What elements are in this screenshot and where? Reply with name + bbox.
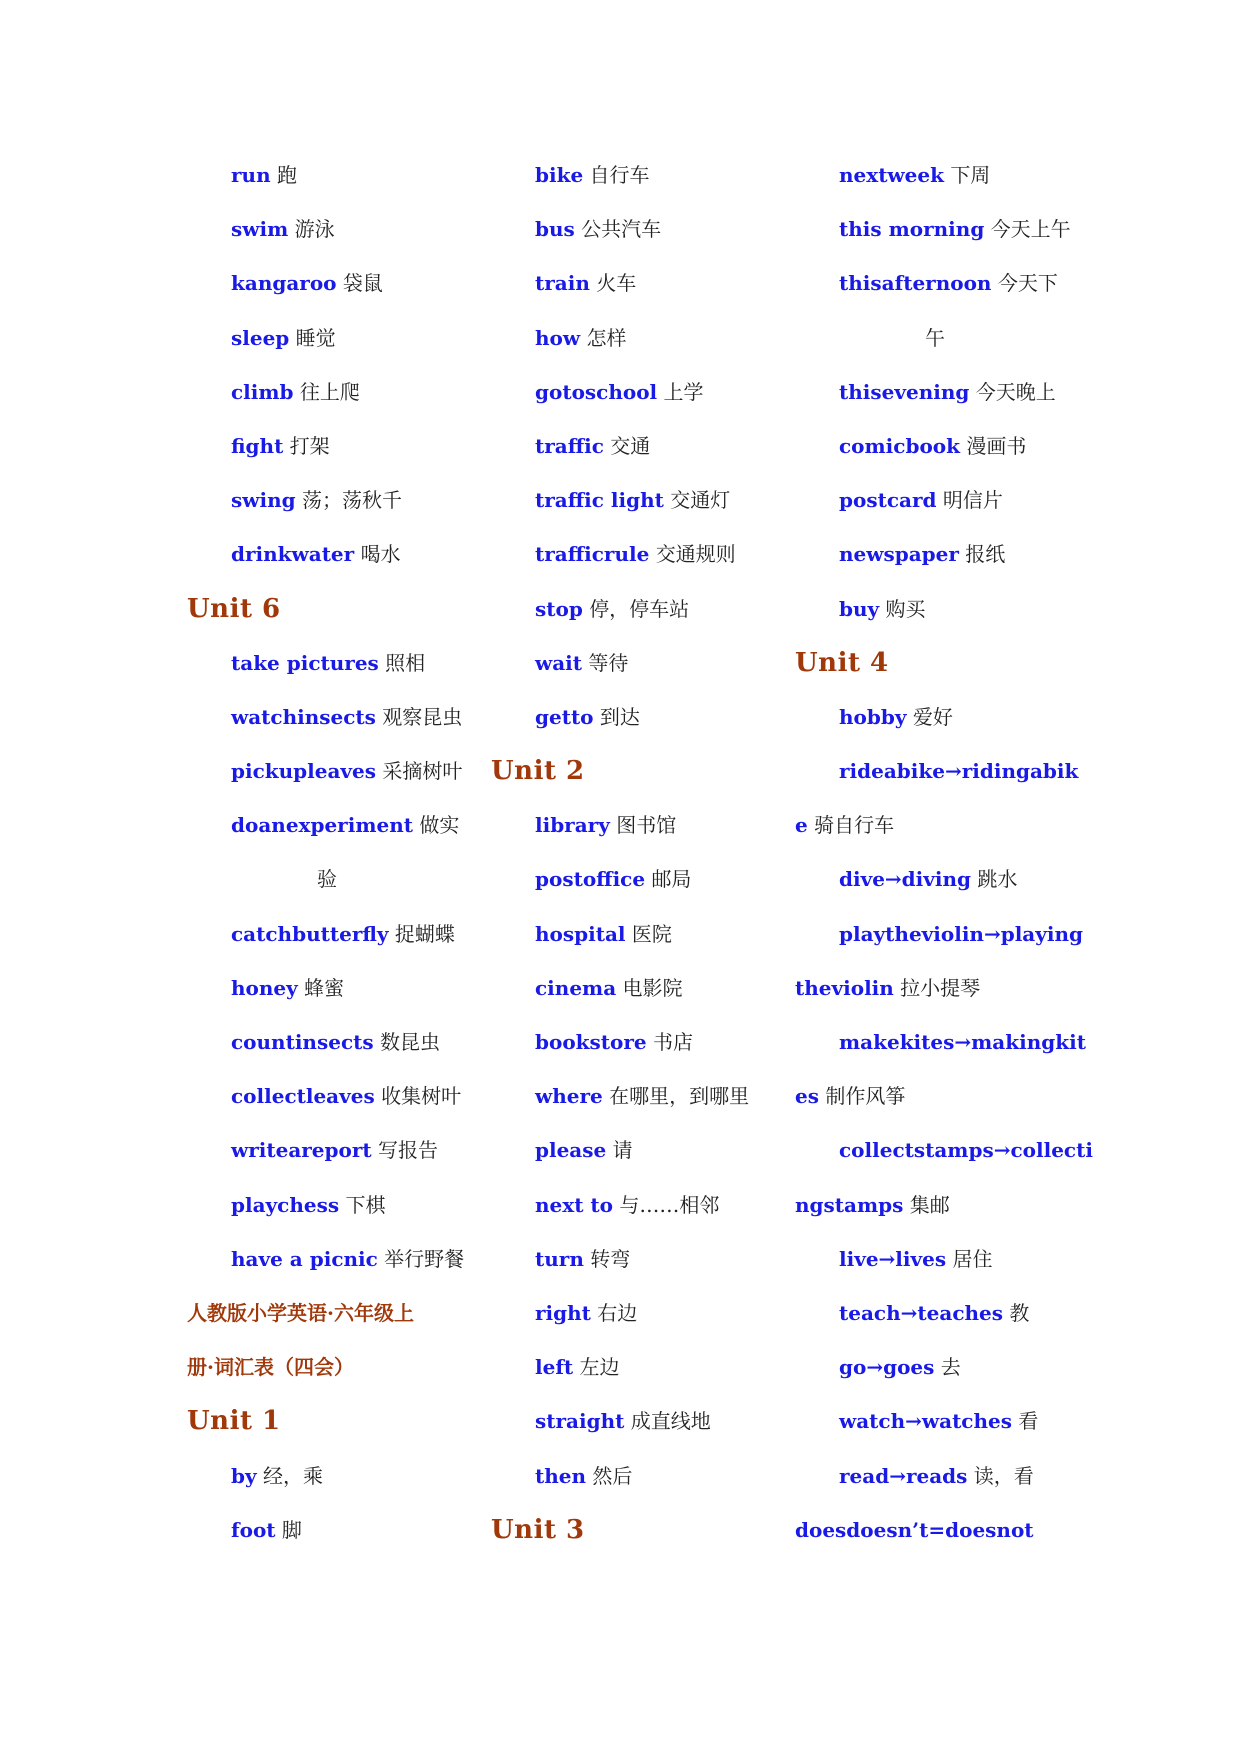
section-title: 册·词汇表（四会） [187, 1355, 354, 1380]
chinese-meaning: 交通灯 [670, 488, 731, 513]
chinese-meaning: 数昆虫 [380, 1030, 440, 1054]
english-word: ngstamps [795, 1192, 904, 1217]
chinese-meaning: 骑自行车 [814, 813, 895, 838]
vocab-entry [795, 431, 1095, 485]
vocab-entry-continuation [795, 1081, 1095, 1135]
english-word: library [535, 813, 610, 838]
english-word: watchinsects [231, 704, 376, 729]
english-word: es [795, 1084, 819, 1109]
unit-title: Unit 4 [795, 647, 889, 678]
vocab-entry [795, 1135, 1095, 1189]
english-word: run [231, 163, 271, 187]
chinese-meaning-continuation [795, 323, 1095, 377]
chinese-meaning: 下周 [950, 163, 991, 187]
vocab-entry [795, 377, 1095, 431]
chinese-meaning: 自行车 [589, 163, 650, 187]
english-word: bike [535, 163, 584, 187]
chinese-meaning: 成直线地 [630, 1409, 711, 1434]
english-word: read→reads [839, 1463, 968, 1488]
vocab-entry [187, 160, 487, 214]
vocab-entry [795, 268, 1095, 322]
chinese-meaning: 等待 [588, 650, 629, 675]
english-word: e [795, 813, 808, 838]
vocab-entry [491, 1190, 791, 1244]
vocab-entry [187, 323, 487, 377]
vocab-entry [491, 160, 791, 214]
english-word: turn [535, 1246, 584, 1271]
english-word: straight [535, 1409, 625, 1434]
chinese-meaning: 下棋 [345, 1192, 386, 1217]
chinese-meaning: 今天晚上 [975, 379, 1056, 404]
english-word: newspaper [839, 542, 959, 567]
chinese-meaning: 脚 [281, 1517, 302, 1542]
vocab-entry [187, 539, 487, 593]
vocab-entry [795, 485, 1095, 539]
vocab-entry-continuation [795, 810, 1095, 864]
chinese-meaning: 公共汽车 [581, 217, 662, 242]
chinese-meaning: 交通 [610, 433, 651, 458]
chinese-meaning: 购买 [885, 596, 926, 621]
chinese-meaning: 到达 [599, 704, 640, 729]
vocab-entry [795, 214, 1095, 268]
english-word: foot [231, 1517, 276, 1542]
vocab-entry [491, 810, 791, 864]
chinese-meaning: 转弯 [590, 1246, 631, 1271]
chinese-meaning: 怎样 [586, 325, 627, 350]
chinese-meaning: 观察昆虫 [382, 704, 463, 729]
chinese-meaning: 在哪里，到哪里 [609, 1084, 750, 1109]
vocab-entry [187, 1190, 487, 1244]
chinese-meaning: 打架 [289, 433, 330, 458]
chinese-meaning-continuation [187, 864, 487, 918]
english-word: wait [535, 650, 583, 675]
vocab-entry [187, 1461, 487, 1515]
unit-heading [187, 594, 487, 648]
vocab-entry-continuation [795, 973, 1095, 1027]
unit-heading [491, 1515, 791, 1569]
english-word: next to [535, 1192, 613, 1217]
vocab-entry [795, 864, 1095, 918]
english-word: hobby [839, 704, 907, 729]
english-word: where [535, 1084, 603, 1109]
vocab-entry [491, 1406, 791, 1460]
chinese-meaning: 游泳 [294, 217, 335, 242]
chinese-meaning: 图书馆 [616, 813, 677, 838]
unit-heading [795, 648, 1095, 702]
vocab-entry [491, 648, 791, 702]
chinese-meaning: 写报告 [378, 1138, 438, 1163]
chinese-meaning: 读，看 [973, 1463, 1034, 1488]
unit-heading [491, 756, 791, 810]
vocab-entry [795, 1352, 1095, 1406]
vocab-entry [187, 973, 487, 1027]
vocab-entry [795, 594, 1095, 648]
vocab-entry [491, 973, 791, 1027]
english-word: trafficrule [535, 542, 650, 567]
chinese-meaning: 跳水 [977, 867, 1018, 892]
english-word: please [535, 1138, 607, 1163]
vocab-entry [187, 1244, 487, 1298]
unit-heading [187, 1406, 487, 1460]
english-word: collectstamps→collecti [839, 1138, 1093, 1163]
chinese-meaning: 午 [925, 325, 945, 350]
chinese-meaning: 右边 [597, 1300, 638, 1325]
vocab-entry [491, 864, 791, 918]
english-word: climb [231, 379, 294, 404]
english-word: thisafternoon [839, 271, 992, 296]
vocab-entry [491, 1298, 791, 1352]
english-word: rideabike→ridingabik [839, 759, 1079, 784]
chinese-meaning: 荡；荡秋千 [301, 488, 402, 513]
vocab-entry [491, 594, 791, 648]
chinese-meaning: 采摘树叶 [382, 759, 463, 784]
chinese-meaning: 袋鼠 [342, 271, 383, 296]
chinese-meaning: 举行野餐 [384, 1246, 465, 1271]
vocab-entry [491, 919, 791, 973]
chinese-meaning: 照相 [385, 650, 426, 675]
english-word: catchbutterfly [231, 921, 389, 946]
chinese-meaning: 与……相邻 [619, 1192, 720, 1217]
vocab-entry [187, 377, 487, 431]
english-word: doesdoesn’t=doesnot [795, 1517, 1034, 1542]
vocab-entry [187, 1081, 487, 1135]
english-word: doanexperiment [231, 813, 413, 838]
vocab-entry [491, 702, 791, 756]
english-word: sleep [231, 325, 290, 350]
english-word: makekites→makingkit [839, 1030, 1086, 1054]
chinese-meaning: 交通规则 [655, 542, 736, 567]
vocab-entry [187, 1135, 487, 1189]
english-word: take pictures [231, 650, 379, 675]
english-word: right [535, 1300, 591, 1325]
chinese-meaning: 居住 [952, 1246, 993, 1271]
english-word: swing [231, 488, 296, 513]
english-word: collectleaves [231, 1084, 375, 1109]
chinese-meaning: 火车 [596, 271, 637, 296]
vocab-entry [795, 1461, 1095, 1515]
english-word: playtheviolin→playing [839, 921, 1084, 946]
section-heading [187, 1298, 487, 1352]
english-word: dive→diving [839, 867, 972, 892]
chinese-meaning: 漫画书 [966, 433, 1027, 458]
chinese-meaning: 书店 [652, 1030, 693, 1054]
english-word: comicbook [839, 433, 960, 458]
chinese-meaning: 今天下 [997, 271, 1058, 296]
english-word: postoffice [535, 867, 646, 892]
vocab-entry [491, 1135, 791, 1189]
unit-title: Unit 3 [491, 1514, 585, 1545]
vocab-entry [491, 323, 791, 377]
chinese-meaning: 睡觉 [295, 325, 336, 350]
vocab-entry [795, 539, 1095, 593]
section-title: 人教版小学英语·六年级上 [187, 1300, 414, 1325]
chinese-meaning: 邮局 [651, 867, 692, 892]
english-word: kangaroo [231, 271, 337, 296]
english-word: this morning [839, 217, 985, 242]
chinese-meaning: 收集树叶 [381, 1084, 462, 1109]
english-word: countinsects [231, 1030, 374, 1054]
chinese-meaning: 制作风筝 [825, 1084, 906, 1109]
english-word: how [535, 325, 581, 350]
vocab-entry [795, 1027, 1095, 1081]
vocab-entry [795, 160, 1095, 214]
english-word: cinema [535, 975, 617, 1000]
section-heading [187, 1352, 487, 1406]
chinese-meaning: 上学 [663, 379, 704, 404]
vocab-entry [187, 214, 487, 268]
english-word: writeareport [231, 1138, 372, 1163]
english-word: stop [535, 596, 583, 621]
vocab-entry [491, 539, 791, 593]
vocab-entry [795, 756, 1095, 810]
english-word: honey [231, 975, 298, 1000]
english-word: then [535, 1463, 587, 1488]
english-word: watch→watches [839, 1409, 1013, 1434]
vocab-entry [491, 485, 791, 539]
vocab-entry-continuation [795, 1515, 1095, 1569]
vocab-entry [187, 756, 487, 810]
chinese-meaning: 集邮 [909, 1192, 950, 1217]
chinese-meaning: 明信片 [942, 488, 1003, 513]
chinese-meaning: 往上爬 [299, 379, 360, 404]
english-word: traffic light [535, 488, 664, 513]
vocab-entry [491, 268, 791, 322]
chinese-meaning: 经，乘 [262, 1463, 323, 1488]
vocab-entry [491, 377, 791, 431]
vocab-entry [491, 1027, 791, 1081]
chinese-meaning: 教 [1009, 1300, 1030, 1325]
chinese-meaning: 爱好 [912, 704, 953, 729]
chinese-meaning: 左边 [579, 1355, 620, 1380]
english-word: thisevening [839, 379, 970, 404]
vocab-entry [795, 1298, 1095, 1352]
chinese-meaning: 然后 [592, 1463, 633, 1488]
english-word: buy [839, 596, 880, 621]
chinese-meaning: 捉蝴蝶 [394, 921, 455, 946]
english-word: traffic [535, 433, 604, 458]
vocab-entry [795, 702, 1095, 756]
vocab-entry [187, 431, 487, 485]
english-word: postcard [839, 488, 937, 513]
vocab-entry [795, 919, 1095, 973]
vocab-entry [491, 214, 791, 268]
english-word: teach→teaches [839, 1300, 1004, 1325]
chinese-meaning: 拉小提琴 [900, 975, 981, 1000]
vocab-entry [491, 431, 791, 485]
vocab-entry [187, 268, 487, 322]
chinese-meaning: 今天上午 [990, 217, 1071, 242]
chinese-meaning: 验 [317, 867, 337, 892]
vocab-entry [187, 702, 487, 756]
vocab-entry [491, 1461, 791, 1515]
column-2 [491, 160, 791, 1569]
vocab-entry [795, 1406, 1095, 1460]
vocab-entry [187, 1027, 487, 1081]
chinese-meaning: 电影院 [622, 975, 683, 1000]
chinese-meaning: 做实 [419, 813, 460, 838]
english-word: playchess [231, 1192, 340, 1217]
chinese-meaning: 蜂蜜 [304, 975, 345, 1000]
chinese-meaning: 报纸 [965, 542, 1006, 567]
vocab-entry [795, 1244, 1095, 1298]
unit-title: Unit 6 [187, 593, 281, 624]
vocab-entry [187, 648, 487, 702]
chinese-meaning: 喝水 [360, 542, 401, 567]
chinese-meaning: 跑 [276, 163, 297, 187]
vocab-entry [491, 1081, 791, 1135]
column-3 [795, 160, 1095, 1569]
english-word: drinkwater [231, 542, 355, 567]
english-word: theviolin [795, 975, 894, 1000]
english-word: train [535, 271, 590, 296]
english-word: getto [535, 704, 594, 729]
english-word: pickupleaves [231, 759, 377, 784]
vocab-entry [491, 1244, 791, 1298]
chinese-meaning: 请 [612, 1138, 633, 1163]
english-word: live→lives [839, 1246, 947, 1271]
english-word: swim [231, 217, 289, 242]
chinese-meaning: 停，停车站 [589, 596, 690, 621]
unit-title: Unit 1 [187, 1406, 281, 1437]
vocab-entry [187, 919, 487, 973]
english-word: hospital [535, 921, 626, 946]
unit-title: Unit 2 [491, 756, 585, 787]
english-word: bookstore [535, 1030, 647, 1054]
vocab-entry [187, 810, 487, 864]
chinese-meaning: 看 [1018, 1409, 1039, 1434]
english-word: bus [535, 217, 575, 242]
english-word: fight [231, 433, 284, 458]
english-word: by [231, 1463, 257, 1488]
vocab-entry [187, 485, 487, 539]
english-word: go→goes [839, 1355, 935, 1380]
chinese-meaning: 去 [940, 1355, 961, 1380]
english-word: left [535, 1355, 574, 1380]
column-1 [187, 160, 487, 1569]
english-word: gotoschool [535, 379, 658, 404]
vocab-entry [187, 1515, 487, 1569]
vocab-entry-continuation [795, 1190, 1095, 1244]
english-word: have a picnic [231, 1246, 378, 1271]
english-word: nextweek [839, 163, 944, 187]
chinese-meaning: 医院 [631, 921, 672, 946]
vocab-entry [491, 1352, 791, 1406]
